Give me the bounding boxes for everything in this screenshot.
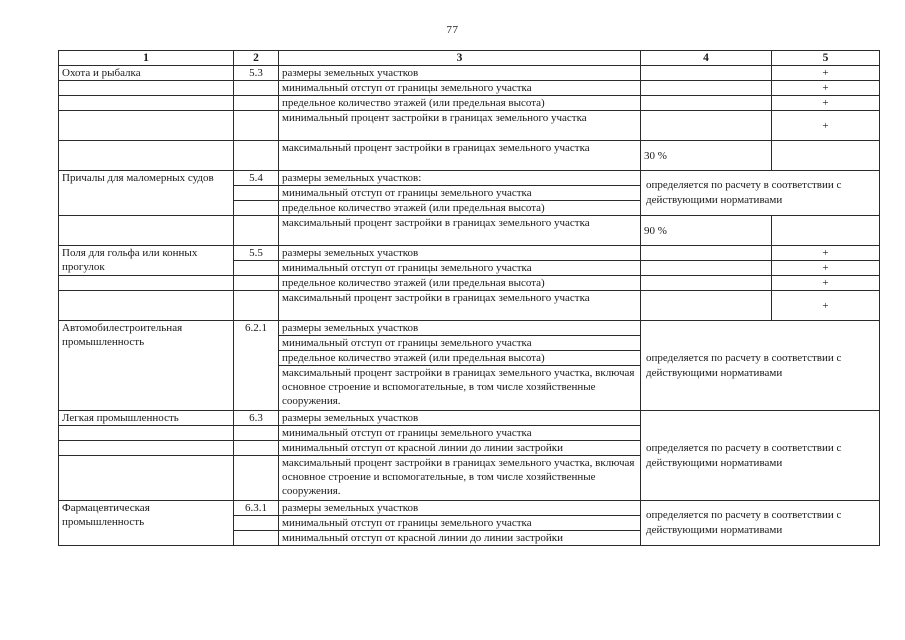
parameter: минимальный процент застройки в границах земельного участка [279, 111, 641, 141]
col-header-3: 3 [279, 51, 641, 66]
parameter: максимальный процент застройки в границах земельного участка, включая основное строение и вспомогательные, в том числе хозяйственные сооружения. [279, 456, 641, 501]
plus-mark: + [772, 246, 880, 261]
table-row [59, 276, 880, 291]
parameter: максимальный процент застройки в границах земельного участка, включая основное строение и вспомогательные, в том числе хозяйственные сооружения. [279, 366, 641, 411]
calc-note: определяется по расчету в соответствии с действующими нормативами [641, 321, 880, 411]
plus-mark: + [772, 81, 880, 96]
use-name: Охота и рыбалка [59, 66, 234, 81]
plus-mark: + [772, 276, 880, 291]
parameter: предельное количество этажей (или предельная высота) [279, 276, 641, 291]
table-row [59, 246, 880, 261]
percent-value: 90 % [641, 216, 772, 246]
parameter: предельное количество этажей (или предельная высота) [279, 201, 641, 216]
parameter: размеры земельных участков [279, 321, 641, 336]
parameter: размеры земельных участков [279, 411, 641, 426]
parameter: предельное количество этажей (или предельная высота) [279, 351, 641, 366]
table-row [59, 111, 880, 141]
parameter: минимальный отступ от границы земельного участка [279, 516, 641, 531]
percent-value: 30 % [641, 141, 772, 171]
table-row [59, 141, 880, 171]
plus-mark: + [772, 291, 880, 321]
use-name: Автомобилестроительная промышленность [59, 321, 234, 411]
calc-note: определяется по расчету в соответствии с действующими нормативами [641, 501, 880, 546]
use-code: 5.5 [234, 246, 279, 261]
parameter: максимальный процент застройки в границах земельного участка [279, 291, 641, 321]
table-row [59, 171, 880, 186]
col-header-4: 4 [641, 51, 772, 66]
use-name: Поля для гольфа или конных прогулок [59, 246, 234, 276]
parameter: размеры земельных участков [279, 501, 641, 516]
col-header-1: 1 [59, 51, 234, 66]
plus-mark: + [772, 66, 880, 81]
parameter: минимальный отступ от границы земельного участка [279, 336, 641, 351]
table-row [59, 411, 880, 426]
use-code: 6.2.1 [234, 321, 279, 411]
parameter: размеры земельных участков: [279, 171, 641, 186]
parameter: размеры земельных участков [279, 66, 641, 81]
calc-note: определяется по расчету в соответствии с действующими нормативами [641, 411, 880, 501]
header-row [59, 51, 880, 66]
parameter: минимальный отступ от границы земельного участка [279, 186, 641, 201]
col-header-5: 5 [772, 51, 880, 66]
use-name: Легкая промышленность [59, 411, 234, 426]
table-row [59, 291, 880, 321]
parameter: размеры земельных участков [279, 246, 641, 261]
calc-note: определяется по расчету в соответствии с действующими нормативами [641, 171, 880, 216]
plus-mark: + [772, 261, 880, 276]
use-code: 6.3 [234, 411, 279, 426]
parameter: минимальный отступ от границы земельного участка [279, 81, 641, 96]
table-row [59, 81, 880, 96]
land-use-table [58, 50, 880, 546]
use-name: Причалы для маломерных судов [59, 171, 234, 216]
table-row [59, 321, 880, 336]
col-header-2: 2 [234, 51, 279, 66]
parameter: предельное количество этажей (или предельная высота) [279, 96, 641, 111]
parameter: максимальный процент застройки в границах земельного участка [279, 216, 641, 246]
table-row [59, 501, 880, 516]
table-row [59, 66, 880, 81]
use-code: 5.4 [234, 171, 279, 186]
parameter: максимальный процент застройки в границах земельного участка [279, 141, 641, 171]
parameter: минимальный отступ от красной линии до линии застройки [279, 531, 641, 546]
use-name: Фармацевтическая промышленность [59, 501, 234, 546]
use-code: 5.3 [234, 66, 279, 81]
parameter: минимальный отступ от красной линии до линии застройки [279, 441, 641, 456]
plus-mark: + [772, 96, 880, 111]
plus-mark: + [772, 111, 880, 141]
table-row [59, 96, 880, 111]
table-row [59, 216, 880, 246]
parameter: минимальный отступ от границы земельного участка [279, 261, 641, 276]
use-code: 6.3.1 [234, 501, 279, 516]
page-number: 77 [446, 24, 459, 36]
parameter: минимальный отступ от границы земельного участка [279, 426, 641, 441]
value-cell [641, 66, 772, 81]
